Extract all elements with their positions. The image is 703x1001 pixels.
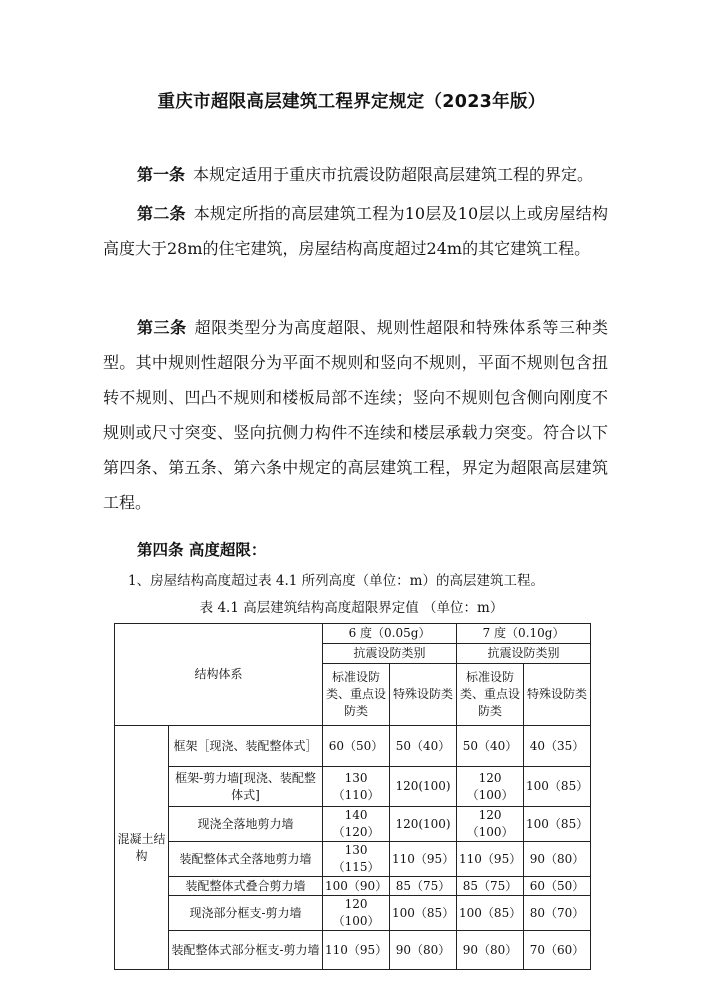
cell-value: 120(100)	[390, 807, 457, 842]
cell-value: 50（40）	[457, 726, 524, 767]
article-2-text: 本规定所指的高层建筑工程为10层及10层以上或房屋结构高度大于28m的住宅建筑，房屋结构高度超过24m的其它建筑工程。	[103, 204, 608, 258]
table-row	[115, 726, 591, 767]
header-standard-6: 标准设防类、重点设防类	[323, 664, 390, 726]
height-limit-table	[114, 623, 591, 970]
table-row	[115, 877, 591, 896]
cell-value: 85（75）	[390, 877, 457, 896]
cell-value: 120(100)	[390, 767, 457, 807]
cell-value: 130（110）	[323, 767, 390, 807]
article-1	[103, 157, 608, 192]
table-row	[115, 896, 591, 931]
group-concrete: 混凝土结构	[115, 726, 169, 970]
table-row	[115, 767, 591, 807]
cell-value: 60（50）	[524, 877, 591, 896]
cell-value: 85（75）	[457, 877, 524, 896]
article-4-item-1: 1、房屋结构高度超过表 4.1 所列高度（单位：m）的高层建筑工程。	[128, 573, 544, 589]
cell-value: 70（60）	[524, 931, 591, 970]
table-row	[115, 842, 591, 877]
cell-value: 100（85）	[390, 896, 457, 931]
cell-value: 60（50）	[323, 726, 390, 767]
article-1-text: 本规定适用于重庆市抗震设防超限高层建筑工程的界定。	[193, 165, 594, 184]
table-row	[115, 807, 591, 842]
row-name: 装配整体式叠合剪力墙	[169, 877, 323, 896]
table-row	[115, 931, 591, 970]
header-category-7: 抗震设防类别	[457, 644, 591, 664]
header-degree-7: 7 度（0.10g）	[457, 624, 591, 644]
article-3-label: 第三条	[137, 318, 187, 337]
article-2	[103, 196, 608, 266]
row-name: 装配整体式部分框支-剪力墙	[169, 931, 323, 970]
cell-value: 100（90）	[323, 877, 390, 896]
header-standard-7: 标准设防类、重点设防类	[457, 664, 524, 726]
table-caption: 表 4.1 高层建筑结构高度超限界定值 （单位：m）	[199, 600, 504, 616]
article-4-heading: 第四条 高度超限：	[137, 541, 267, 559]
cell-value: 120（100）	[457, 767, 524, 807]
article-3-text: 超限类型分为高度超限、规则性超限和特殊体系等三种类型。其中规则性超限分为平面不规则和竖向不规则，平面不规则包含扭转不规则、凹凸不规则和楼板局部不连续；竖向不规则包含侧向刚度不规则或尺寸突变、竖向抗侧力构件不连续和楼层承载力突变。符合以下第四条、第五条、第六条中规定的高层建筑工程，界定为超限高层建筑工程。	[103, 318, 608, 512]
row-name: 框架-剪力墙[现浇、装配整体式]	[169, 767, 323, 807]
cell-value: 40（35）	[524, 726, 591, 767]
cell-value: 100（85）	[524, 767, 591, 807]
article-2-label: 第二条	[137, 204, 186, 223]
cell-value: 120（100）	[323, 896, 390, 931]
header-category-6: 抗震设防类别	[323, 644, 457, 664]
article-1-label: 第一条	[137, 165, 186, 184]
row-name: 现浇全落地剪力墙	[169, 807, 323, 842]
header-special-7: 特殊设防类	[524, 664, 591, 726]
document-title: 重庆市超限高层建筑工程界定规定（2023年版）	[157, 92, 546, 112]
header-structure-system: 结构体系	[115, 624, 323, 726]
cell-value: 130（115）	[323, 842, 390, 877]
cell-value: 110（95）	[390, 842, 457, 877]
header-degree-6: 6 度（0.05g）	[323, 624, 457, 644]
row-name: 现浇部分框支-剪力墙	[169, 896, 323, 931]
cell-value: 90（80）	[457, 931, 524, 970]
cell-value: 100（85）	[457, 896, 524, 931]
cell-value: 110（95）	[457, 842, 524, 877]
header-special-6: 特殊设防类	[390, 664, 457, 726]
cell-value: 90（80）	[390, 931, 457, 970]
cell-value: 80（70）	[524, 896, 591, 931]
cell-value: 110（95）	[323, 931, 390, 970]
row-name: 装配整体式全落地剪力墙	[169, 842, 323, 877]
cell-value: 100（85）	[524, 807, 591, 842]
cell-value: 120（100）	[457, 807, 524, 842]
cell-value: 50（40）	[390, 726, 457, 767]
article-3	[103, 310, 608, 520]
cell-value: 140（120）	[323, 807, 390, 842]
cell-value: 90（80）	[524, 842, 591, 877]
row-name: 框架［现浇、装配整体式］	[169, 726, 323, 767]
